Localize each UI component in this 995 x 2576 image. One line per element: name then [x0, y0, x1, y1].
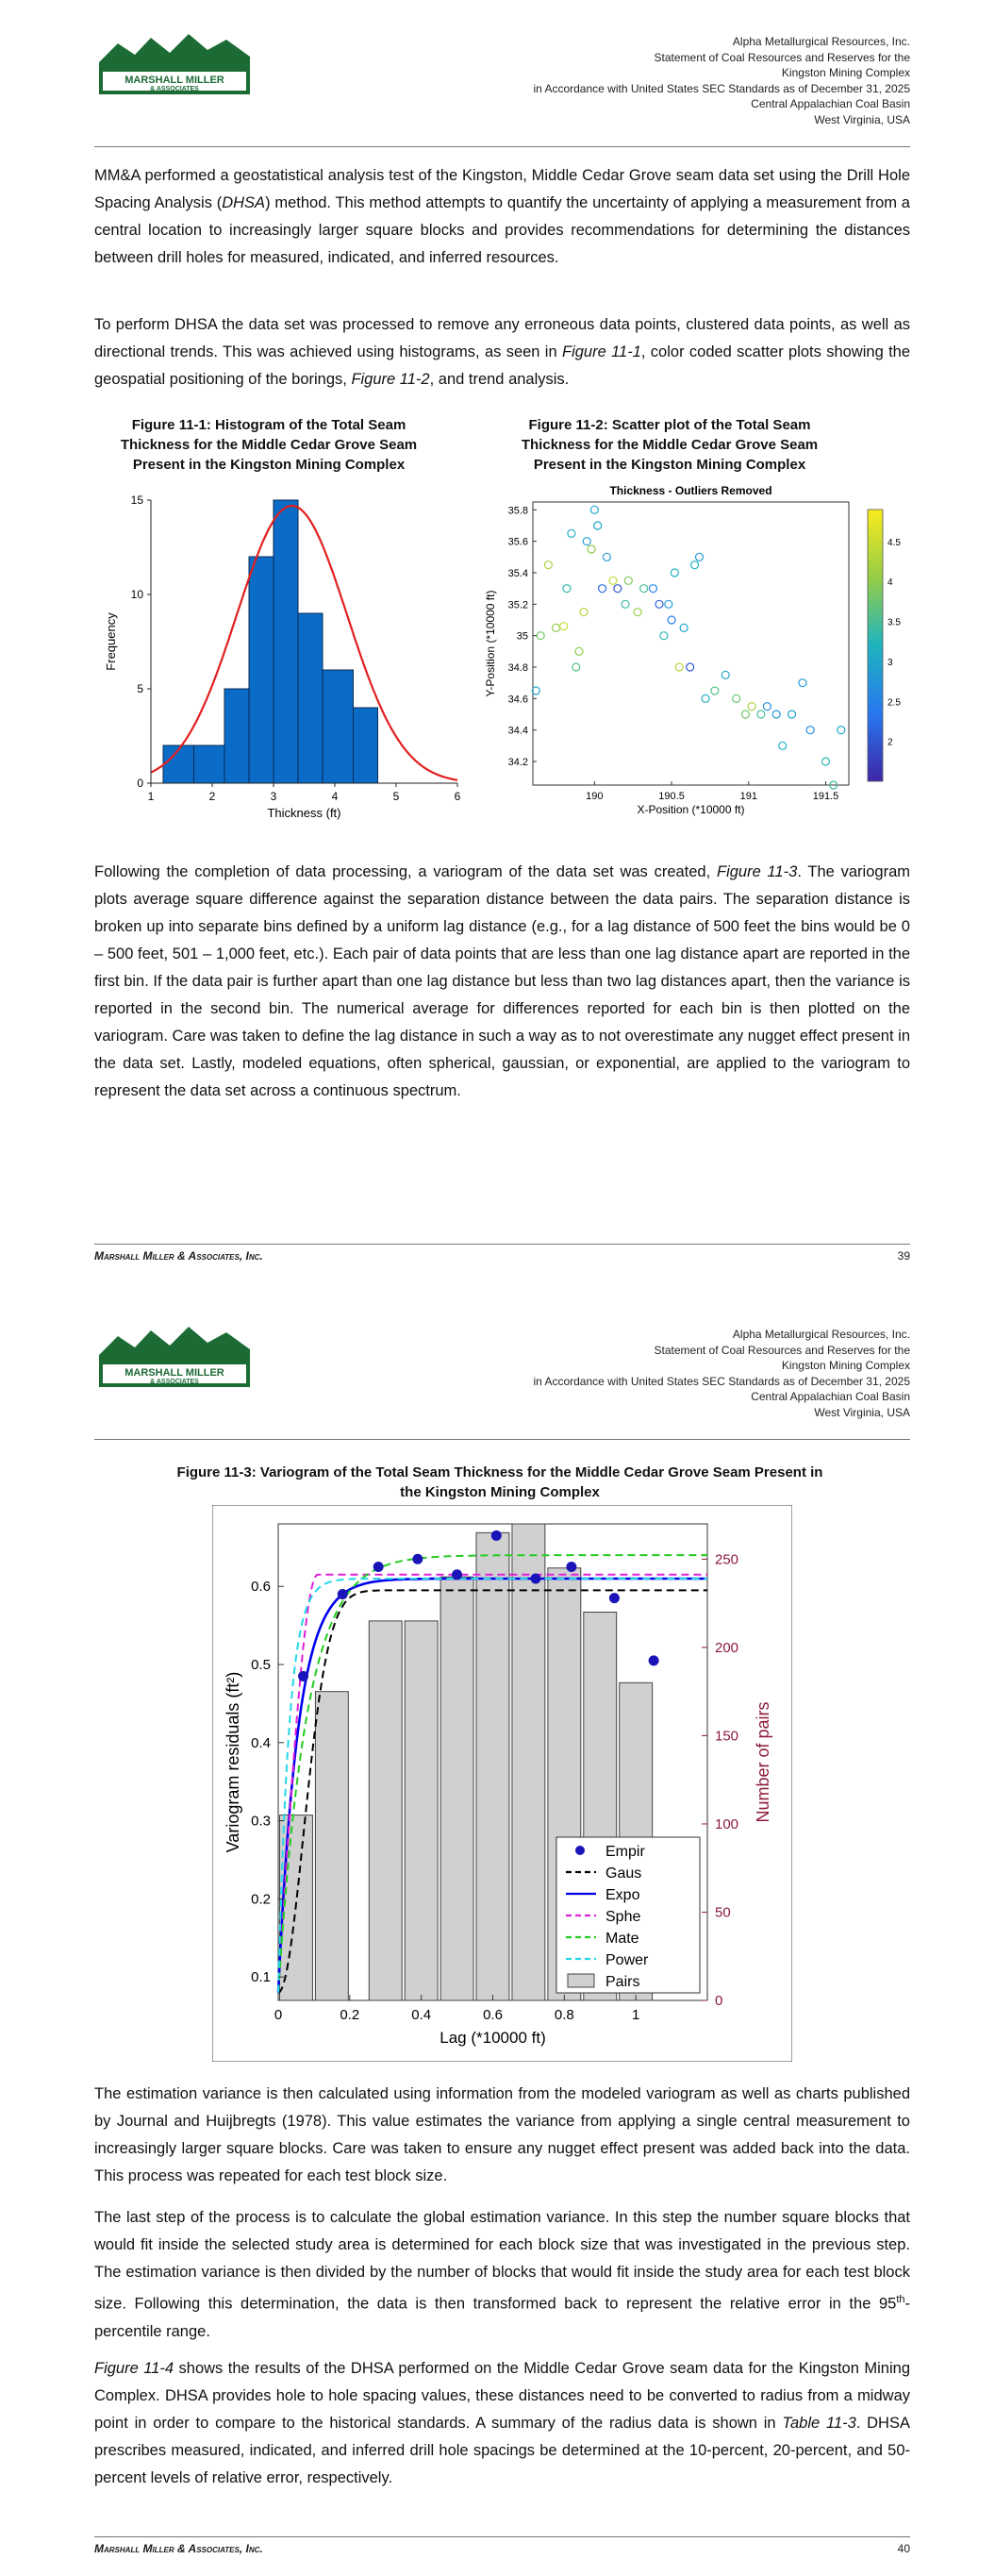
company-logo — [99, 1319, 250, 1395]
x-tick-label: 191.5 — [812, 791, 839, 802]
y-tick-label: 0.5 — [251, 1657, 271, 1674]
y-tick-label: 35.2 — [507, 599, 528, 611]
y-tick-label: 35.6 — [507, 536, 528, 548]
text-run: . DHSA prescribes measured, indicated, and inferred drill hole spacings be determined at the 10-percent, 20-percent, and 50-percent levels of relative error, respectively. — [94, 2415, 910, 2486]
text-run: ) method. This method attempts to quantify the uncertainty of applying a measurement from a central location to increasingly larger square blocks and provides recommendations for determining the distances between drill holes for measured, indicated, and inferred resources. — [94, 194, 910, 266]
text-run: To perform DHSA the data set was processed to remove any erroneous data points, clustered data points, as well as directional trends. This was achieved using histograms, as seen in — [94, 316, 910, 360]
page-header — [0, 26, 995, 140]
x-tick-label: 191 — [739, 791, 757, 802]
variogram-chart — [212, 1505, 792, 2062]
header-line: Kingston Mining Complex — [781, 1359, 910, 1372]
x-tick-label: 0.4 — [411, 2007, 432, 2023]
text-run: -percentile range. — [94, 2295, 910, 2340]
pairs-bar — [440, 1577, 473, 2000]
text-run: The last step of the process is to calculate the global estimation variance. In this step the number square blocks that would fit inside the selected study area is determined for each block size that was investigated in the previous step. The estimation variance is then divided by the number of blocks that would fit inside the study area for each test block size. Following this determination, the data is then transformed back to represent the relative error in the 95 — [94, 2209, 910, 2313]
y2-tick-label: 150 — [715, 1728, 739, 1745]
x-tick-label: 4 — [331, 790, 339, 803]
text-run: The estimation variance is then calculated using information from the modeled variogram as well as charts published by Journal and Huijbregts (1978). This value estimates the variance from applying a single central measurement to increasingly larger square blocks. Care was taken to ensure any nugget effect present was added back into the data. This process was repeated for each test block size. — [94, 2085, 910, 2184]
y-tick-label: 35 — [516, 630, 528, 643]
y-tick-label: 10 — [130, 588, 143, 601]
x-tick-label: 0 — [274, 2007, 283, 2023]
header-line: Statement of Coal Resources and Reserves for the — [654, 50, 910, 64]
colorbar — [868, 510, 883, 781]
header-text — [533, 34, 910, 127]
footer-rule — [94, 2536, 910, 2537]
paragraph — [94, 162, 910, 272]
histogram-bar — [194, 745, 225, 783]
colorbar-tick-label: 3 — [887, 657, 893, 668]
legend-label: Pairs — [605, 1974, 640, 1990]
text-run: Figure 11-1 — [561, 343, 641, 360]
header-text — [533, 1327, 910, 1420]
header-line: West Virginia, USA — [814, 1405, 910, 1419]
empirical-point — [491, 1531, 502, 1541]
legend-label: Empir — [605, 1844, 645, 1860]
pairs-bar — [405, 1621, 438, 2000]
x-tick-label: 0.2 — [340, 2007, 360, 2023]
y-tick-label: 0 — [137, 777, 143, 790]
y-tick-label: 34.6 — [507, 694, 528, 706]
text-run: , and trend analysis. — [429, 371, 570, 388]
x-tick-label: 1 — [631, 2007, 640, 2023]
company-logo — [99, 26, 250, 102]
y-tick-label: 0.2 — [251, 1891, 271, 1908]
x-tick-label: 0.8 — [554, 2007, 574, 2023]
text-run: DHSA — [222, 194, 266, 211]
histogram-bar — [249, 557, 274, 783]
page-39 — [0, 0, 995, 1279]
svg-text:& ASSOCIATES: & ASSOCIATES — [150, 86, 199, 92]
colorbar-tick-label: 3.5 — [887, 617, 901, 628]
y-tick-label: 0.1 — [251, 1969, 271, 1986]
legend-label: Power — [605, 1952, 649, 1968]
header-line: Statement of Coal Resources and Reserves for the — [654, 1343, 910, 1357]
header-rule — [94, 1439, 910, 1440]
svg-text:MARSHALL MILLER: MARSHALL MILLER — [124, 1367, 224, 1379]
page-header — [0, 1319, 995, 1432]
histogram-bar — [323, 670, 354, 783]
header-line: Central Appalachian Coal Basin — [751, 97, 910, 110]
legend-label: Gaus — [605, 1865, 642, 1882]
x-tick-label: 2 — [208, 790, 216, 803]
text-run: shows the results of the DHSA performed on the Middle Cedar Grove seam data for the Kingston Mining Complex. DHSA provides hole to hole spacing values, these distances need to be converted to radius from a midway point in order to compare to the historical standards. A summary of the radius data is shown in — [94, 2360, 910, 2432]
empirical-point — [452, 1569, 462, 1580]
empirical-point — [531, 1573, 541, 1583]
colorbar-tick-label: 2 — [887, 737, 893, 748]
paragraph — [94, 859, 910, 1105]
y-axis-label: Frequency — [104, 612, 118, 671]
histogram-bar — [274, 500, 298, 783]
legend-label: Mate — [605, 1931, 639, 1947]
y-axis-label: Y-Position (*10000 ft) — [484, 590, 497, 697]
footer-firm: Marshall Miller & Associates, Inc. — [94, 1249, 263, 1263]
legend-swatch — [575, 1846, 585, 1855]
figure-title: Figure 11-3: Variogram of the Total Seam Thickness for the Middle Cedar Grove Seam Present in the Kingston Mining Complex — [176, 1464, 823, 1500]
empirical-point — [298, 1671, 308, 1681]
figure-title: Figure 11-1: Histogram of the Total Seam Thickness for the Middle Cedar Grove Seam Present in the Kingston Mining Complex — [120, 417, 418, 473]
superscript: th — [896, 2294, 905, 2305]
y-tick-label: 34.8 — [507, 662, 528, 674]
y2-tick-label: 200 — [715, 1639, 739, 1656]
y-tick-label: 34.2 — [507, 757, 528, 768]
empirical-point — [649, 1655, 659, 1665]
histogram-bar — [224, 689, 249, 783]
y-tick-label: 5 — [137, 682, 143, 695]
header-line: West Virginia, USA — [814, 112, 910, 126]
text-run: Following the completion of data processing, a variogram of the data set was created, — [94, 863, 717, 880]
paragraph — [94, 2204, 910, 2346]
figure-title: Figure 11-2: Scatter plot of the Total Seam Thickness for the Middle Cedar Grove Seam Present in the Kingston Mining Complex — [521, 417, 819, 473]
x-axis-label: Lag (*10000 ft) — [439, 2029, 546, 2047]
y-tick-label: 34.4 — [507, 725, 528, 737]
y-tick-label: 35.4 — [507, 568, 528, 579]
header-line: Alpha Metallurgical Resources, Inc. — [732, 1328, 910, 1341]
chart-title: Thickness - Outliers Removed — [609, 484, 772, 497]
pairs-bar — [315, 1692, 348, 2000]
y2-tick-label: 50 — [715, 1904, 731, 1921]
empirical-point — [609, 1593, 620, 1603]
y-tick-label: 0.4 — [251, 1734, 271, 1751]
paragraph — [94, 311, 910, 393]
legend-label: Expo — [605, 1887, 640, 1903]
page-number: 39 — [897, 1249, 910, 1263]
colorbar-tick-label: 2.5 — [887, 697, 901, 709]
y-tick-label: 35.8 — [507, 505, 528, 517]
text-run: , color coded scatter plots showing the geospatial positioning of the borings, — [94, 343, 911, 388]
y-tick-label: 15 — [130, 493, 143, 507]
x-tick-label: 0.6 — [483, 2007, 503, 2023]
colorbar-tick-label: 4 — [887, 577, 893, 589]
y-tick-label: 0.6 — [251, 1579, 271, 1596]
x-axis-label: Thickness (ft) — [267, 806, 341, 820]
y2-tick-label: 250 — [715, 1551, 739, 1568]
histogram-bar — [298, 613, 323, 783]
plot-area — [533, 502, 849, 785]
legend-label: Sphe — [605, 1909, 641, 1925]
svg-text:MARSHALL MILLER: MARSHALL MILLER — [124, 75, 224, 86]
colorbar-tick-label: 4.5 — [887, 537, 901, 548]
text-run: MM&A performed a geostatistical analysis test of the Kingston, Middle Cedar Grove seam data set using the Drill Hole Spacing Analysis ( — [94, 167, 910, 211]
y-tick-label: 0.3 — [251, 1813, 271, 1830]
x-tick-label: 190 — [586, 791, 604, 802]
y2-axis-label: Number of pairs — [754, 1701, 772, 1823]
scatter-chart — [481, 481, 910, 821]
header-line: Alpha Metallurgical Resources, Inc. — [732, 35, 910, 48]
pairs-bar — [476, 1532, 509, 2000]
header-line: in Accordance with United States SEC Standards as of December 31, 2025 — [533, 81, 910, 95]
y2-tick-label: 100 — [715, 1815, 739, 1832]
footer-firm: Marshall Miller & Associates, Inc. — [94, 2542, 263, 2555]
empirical-point — [373, 1562, 384, 1572]
page-number: 40 — [897, 2542, 910, 2555]
text-run: . The variogram plots average square difference against the separation distance between the data pairs. The separation distance is broken up into separate bins defined by a uniform lag distance (e.g., for a lag distance of 500 feet the bins would be 0 – 500 feet, 501 – 1,000 feet, etc.). Each pair of data points that are less than one lag distance apart are reported in the first bin. If the data pair is further apart than one lag distance but less than two lag distances apart, then the variance is reported in the second bin. The numerical average for differences reported for each bin is then plotted on the variogram. Care was taken to define the lag distance in such a way as to not overestimate any nugget effect present in the data set. Lastly, modeled equations, often spherical, gaussian, or exponential, are applied to the variogram to represent the data set across a continuous spectrum. — [94, 863, 910, 1099]
empirical-point — [338, 1589, 348, 1599]
header-line: Kingston Mining Complex — [781, 66, 910, 79]
svg-text:& ASSOCIATES: & ASSOCIATES — [150, 1379, 199, 1385]
header-line: in Accordance with United States SEC Standards as of December 31, 2025 — [533, 1374, 910, 1388]
pairs-bar — [512, 1524, 545, 2000]
histogram-chart — [94, 481, 472, 821]
y2-tick-label: 0 — [715, 1993, 723, 2009]
x-tick-label: 1 — [147, 790, 155, 803]
x-tick-label: 190.5 — [658, 791, 685, 802]
x-axis-label: X-Position (*10000 ft) — [637, 803, 745, 816]
x-tick-label: 3 — [270, 790, 277, 803]
footer-rule — [94, 1244, 910, 1245]
empirical-point — [412, 1554, 423, 1564]
x-tick-label: 6 — [454, 790, 461, 803]
header-rule — [94, 146, 910, 147]
text-run: Figure 11-3 — [716, 863, 798, 880]
legend-swatch — [568, 1974, 594, 1987]
header-line: Central Appalachian Coal Basin — [751, 1390, 910, 1403]
page-40 — [0, 1293, 995, 2576]
pairs-bar — [369, 1621, 402, 2000]
paragraph — [94, 2081, 910, 2190]
text-run: Figure 11-2 — [351, 371, 430, 388]
text-run: Figure 11-4 — [94, 2360, 174, 2377]
x-tick-label: 5 — [392, 790, 400, 803]
text-run: Table 11-3 — [782, 2415, 856, 2432]
empirical-point — [566, 1562, 576, 1572]
histogram-bar — [354, 708, 378, 783]
paragraph — [94, 2355, 910, 2492]
y-axis-label: Variogram residuals (ft²) — [224, 1671, 242, 1853]
